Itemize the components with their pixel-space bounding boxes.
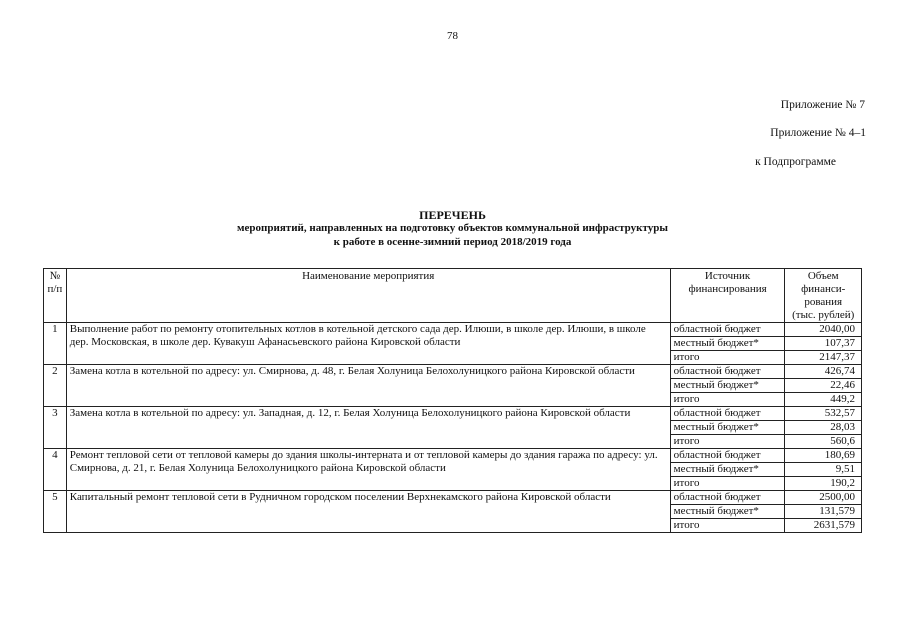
funding-amount: 131,579 <box>785 505 862 519</box>
table-row <box>44 449 862 463</box>
row-number: 2 <box>44 365 67 407</box>
table-row <box>44 407 862 421</box>
measure-name: Замена котла в котельной по адресу: ул. Смирнова, д. 48, г. Белая Холуница Белохолуницкого района Кировской области <box>66 365 670 407</box>
funding-source: областной бюджет <box>670 365 785 379</box>
header-amount <box>785 269 862 323</box>
appendix-reference: к Подпрограмме <box>755 156 836 168</box>
funding-amount: 532,57 <box>785 407 862 421</box>
appendix-sub-number: Приложение № 4–1 <box>770 127 866 139</box>
funding-amount: 449,2 <box>785 393 862 407</box>
table-row <box>44 491 862 505</box>
header-name <box>66 269 670 323</box>
funding-amount: 2500,00 <box>785 491 862 505</box>
page-number: 78 <box>447 30 458 42</box>
measure-name: Замена котла в котельной по адресу: ул. Западная, д. 12, г. Белая Холуница Белохолуницкого района Кировской области <box>66 407 670 449</box>
measures-table <box>43 268 862 533</box>
funding-source: местный бюджет* <box>670 337 785 351</box>
funding-amount: 107,37 <box>785 337 862 351</box>
measure-name: Ремонт тепловой сети от тепловой камеры до здания школы-интерната и от тепловой камеры до здания гаража по адресу: ул. Смирнова, д. 21, г. Белая Холуница Белохолуницкого района Кировской области <box>66 449 670 491</box>
funding-source: местный бюджет* <box>670 421 785 435</box>
funding-source: областной бюджет <box>670 323 785 337</box>
funding-source: итого <box>670 477 785 491</box>
measure-name: Выполнение работ по ремонту отопительных котлов в котельной детского сада дер. Илюши, в школе дер. Илюши, в школе дер. Московская, в школе дер. Кувакуш Афанасьевского района Кировской области <box>66 323 670 365</box>
appendix-number: Приложение № 7 <box>780 99 865 111</box>
document-heading: ПЕРЕЧЕНЬ <box>419 208 486 222</box>
row-number: 4 <box>44 449 67 491</box>
header-source-label: Источник финансирования <box>688 270 767 295</box>
funding-amount: 560,6 <box>785 435 862 449</box>
table-body <box>44 323 862 533</box>
funding-source: итого <box>670 435 785 449</box>
funding-source: областной бюджет <box>670 449 785 463</box>
table-row <box>44 365 862 379</box>
funding-amount: 426,74 <box>785 365 862 379</box>
header-number-label: № п/п <box>47 270 63 295</box>
funding-amount: 2040,00 <box>785 323 862 337</box>
funding-amount: 180,69 <box>785 449 862 463</box>
funding-source: местный бюджет* <box>670 379 785 393</box>
funding-source: местный бюджет* <box>670 505 785 519</box>
header-amount-label: Объем финанси- рования (тыс. рублей) <box>792 270 855 321</box>
table-row <box>44 323 862 337</box>
funding-source: итого <box>670 351 785 365</box>
document-subtitle-line1: мероприятий, направленных на подготовку объектов коммунальной инфраструктуры <box>237 222 668 234</box>
funding-source: местный бюджет* <box>670 463 785 477</box>
funding-amount: 22,46 <box>785 379 862 393</box>
funding-amount: 2147,37 <box>785 351 862 365</box>
funding-amount: 2631,579 <box>785 519 862 533</box>
measure-name: Капитальный ремонт тепловой сети в Рудничном городском поселении Верхнекамского района Кировской области <box>66 491 670 533</box>
funding-source: итого <box>670 519 785 533</box>
document-subtitle-line2: к работе в осенне-зимний период 2018/2019 года <box>333 236 572 248</box>
funding-source: областной бюджет <box>670 491 785 505</box>
funding-source: итого <box>670 393 785 407</box>
funding-amount: 28,03 <box>785 421 862 435</box>
funding-amount: 190,2 <box>785 477 862 491</box>
header-source <box>670 269 785 323</box>
table-header-row <box>44 269 862 323</box>
row-number: 3 <box>44 407 67 449</box>
header-name-label: Наименование мероприятия <box>302 270 435 282</box>
funding-amount: 9,51 <box>785 463 862 477</box>
row-number: 1 <box>44 323 67 365</box>
header-number <box>44 269 67 323</box>
row-number: 5 <box>44 491 67 533</box>
funding-source: областной бюджет <box>670 407 785 421</box>
